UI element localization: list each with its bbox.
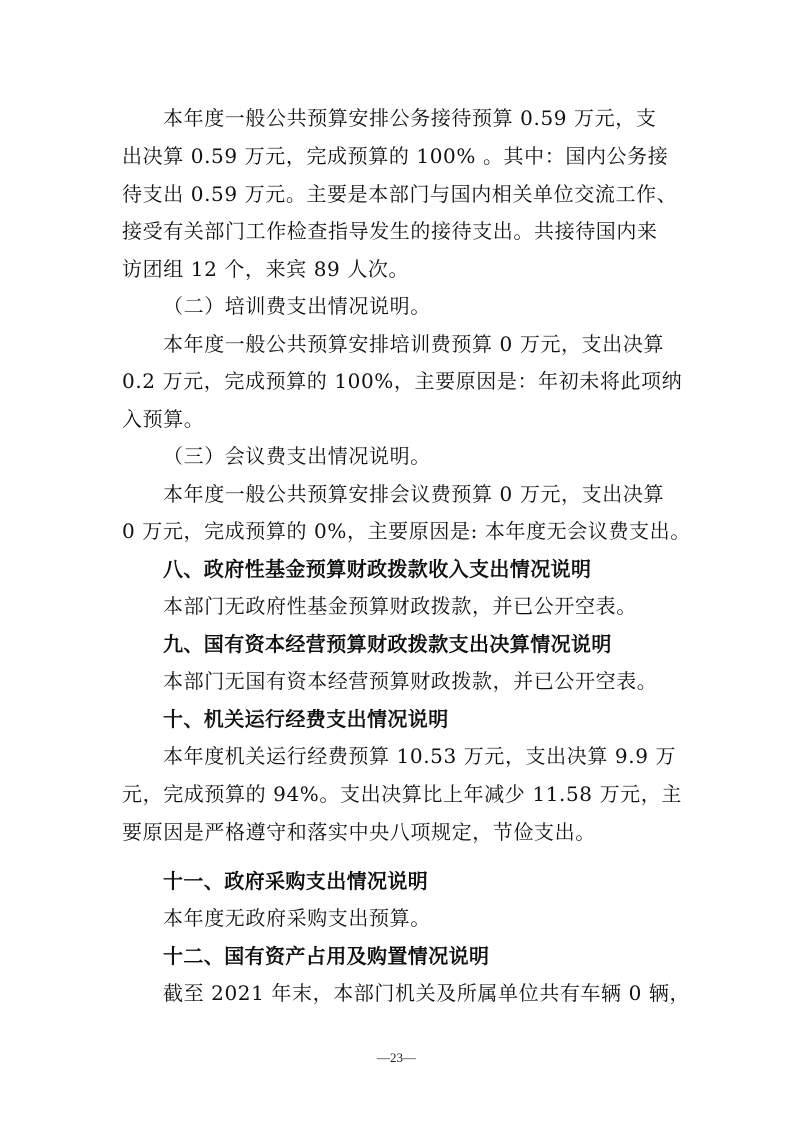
section-heading: 九、国有资本经营预算财政拨款支出决算情况说明 (163, 632, 612, 656)
section-heading: 十二、国有资产占用及购置情况说明 (163, 944, 490, 968)
subsection-title: （三）会议费支出情况说明。 (163, 444, 431, 468)
paragraph-line: 要原因是严格遵守和落实中央八项规定，节俭支出。 (122, 820, 596, 844)
section-heading: 十一、政府采购支出情况说明 (163, 869, 429, 893)
page-number: —23— (377, 1050, 416, 1065)
paragraph-line: 元，完成预算的 94%。支出决算比上年减少 11.58 万元，主 (122, 782, 682, 806)
paragraph-line: 截至 2021 年末，本部门机关及所属单位共有车辆 0 辆， (163, 981, 691, 1005)
paragraph-line: 本年度一般公共预算安排公务接待预算 0.59 万元，支 (163, 106, 657, 130)
paragraph-line: 出决算 0.59 万元，完成预算的 100% 。其中：国内公务接 (122, 144, 669, 168)
paragraph-line: 入预算。 (122, 407, 205, 431)
paragraph-line: 本年度一般公共预算安排会议费预算 0 万元，支出决算 (163, 482, 665, 506)
subsection-title: （二）培训费支出情况说明。 (163, 294, 431, 318)
paragraph-line: 0.2 万元，完成预算的 100%，主要原因是：年初未将此项纳 (122, 369, 683, 393)
section-heading: 十、机关运行经费支出情况说明 (163, 707, 449, 731)
paragraph-line: 本年度机关运行经费预算 10.53 万元，支出决算 9.9 万 (163, 744, 677, 768)
paragraph-line: 本年度一般公共预算安排培训费预算 0 万元，支出决算 (163, 332, 665, 356)
paragraph-line: 0 万元，完成预算的 0%，主要原因是: 本年度无会议费支出。 (122, 519, 691, 543)
paragraph-line: 待支出 0.59 万元。主要是本部门与国内相关单位交流工作、 (122, 182, 678, 206)
paragraph-line: 访团组 12 个，来宾 89 人次。 (122, 257, 410, 281)
paragraph-line: 本部门无政府性基金预算财政拨款，并已公开空表。 (163, 594, 637, 618)
paragraph-line: 本部门无国有资本经营预算财政拨款，并已公开空表。 (163, 669, 658, 693)
section-heading: 八、政府性基金预算财政拨款收入支出情况说明 (163, 557, 592, 581)
paragraph-line: 接受有关部门工作检查指导发生的接待支出。共接待国内来 (122, 219, 658, 243)
paragraph-line: 本年度无政府采购支出预算。 (163, 906, 431, 930)
